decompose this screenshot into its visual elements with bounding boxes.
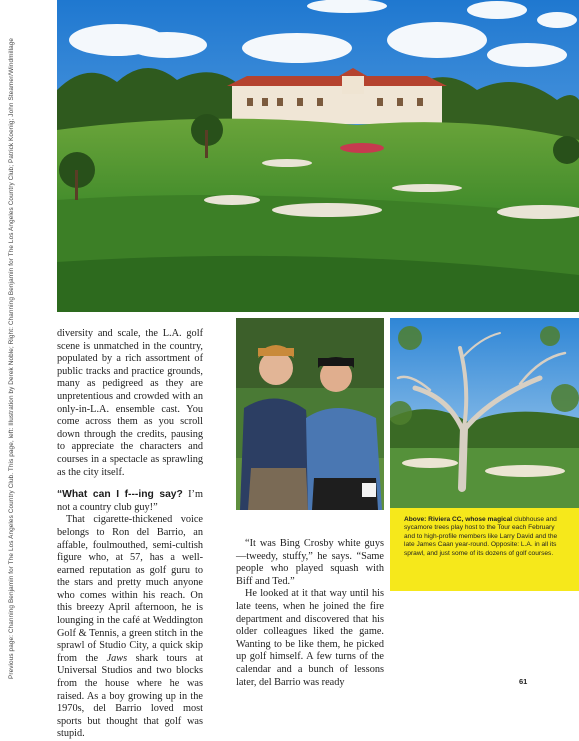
page-number: 61: [519, 677, 528, 686]
body-column-center: [236, 538, 384, 689]
paragraph-intro: diversity and scale, the L.A. golf scene is unmatched in the country, populated by a rich assortment of public tracks and practice grounds, many as pedigreed as they are unpretentious and crowded with an only-in-L.A. ensemble cast. You come across them as you scroll down through the credits, pausing to appreciate the characters and courses in a spectacle as sprawling as the city itself.: [57, 328, 203, 478]
paragraph-part: That cigarette-thickened voice belongs to Ron del Barrio, an affable, foulmouthed, semi-cultish figure who, at 57, has a well-earned reputation as golf guru to the stars and pretty much anyone who comes within his reach. On this breezy April afternoon, he is lounging in the café at Weddington Golf & Tennis, a green stitch in the sprawl of Studio City, a quick skip from the: [57, 514, 203, 664]
paragraph-part: shark tours at Universal Studios and two blocks from the house where he was raised. As a boy growing up in the 1970s, del Barrio loved most sports but thought that golf was stupid.: [57, 652, 203, 740]
hero-photo: [57, 0, 579, 312]
body-column-left: [57, 328, 203, 741]
paragraph-quote: [57, 489, 203, 514]
photo-caption: [390, 508, 579, 591]
lead-in-rest: I’m not a country club guy!”: [57, 489, 203, 513]
portrait-photo: [236, 318, 384, 510]
paragraph-del-barrio: [57, 514, 203, 741]
paragraph-italic: Jaws: [106, 652, 128, 664]
lead-in: “What can I f---ing say?: [57, 489, 183, 501]
photo-credit: Previous page: Channing Benjamin for The Los Angeles Country Club. This page, left: Illustration by Derek Noble; Right: Channing Benjamin for The Los Angeles Country Club; Patrick Koenig; John Steamer/Windmillage: [8, 37, 15, 679]
caption-highlight: Above: Riviera CC, whose magical: [404, 516, 513, 523]
paragraph-fire-department: He looked at it that way until his late teens, when he joined the fire department and discovered that his older colleagues liked the game. Wanting to be like them, he picked up golf himself. A few turns of the calendar and a bunch of lessons later, del Barrio was ready: [236, 588, 384, 688]
tree-photo: [390, 318, 579, 508]
caption-text: clubhouse and sycamore trees play host to the Tour each February and to high-profile members like Larry David and the late James Caan year-round. Opposite: L.A. in all its sprawl, and just some of its dozens of golf courses.: [404, 516, 558, 557]
paragraph-bing-crosby: “It was Bing Crosby white guys—tweedy, stuffy,” he says. “Same people who played squash with Biff and Ted.”: [236, 538, 384, 587]
